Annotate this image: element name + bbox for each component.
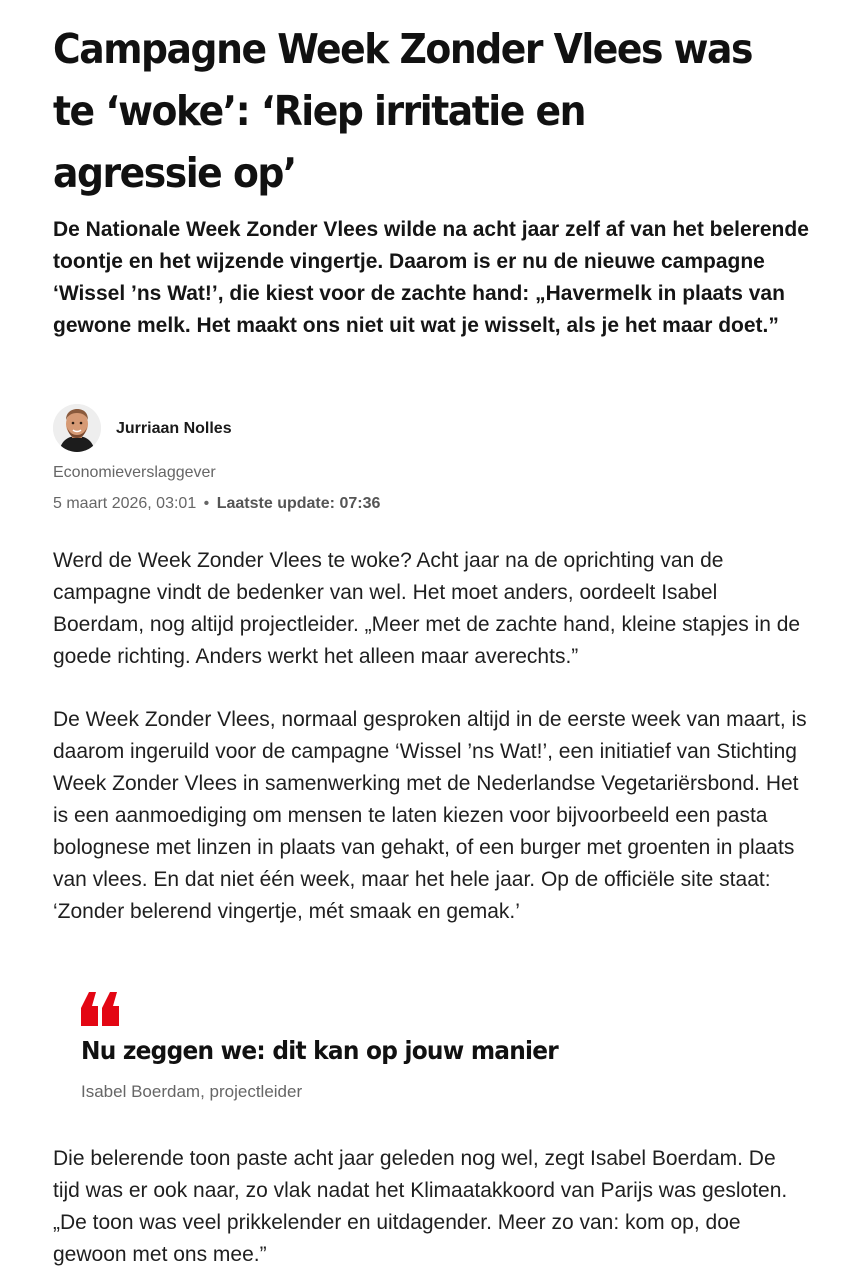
update-label: Laatste update: [216, 495, 335, 512]
pull-quote-text: Nu zeggen we: dit kan op jouw manier [81, 1036, 559, 1065]
article-lead: De Nationale Week Zonder Vlees wilde na acht jaar zelf af van het belerende toontje en het wijzende vingertje. Daarom is er nu de nieuwe campagne ‘Wissel ’ns Wat!’, die kiest voor de zachte hand: „Havermelk in plaats van gewone melk. Het maakt ons niet uit wat je wisselt, als je het maar doet.” [53, 218, 809, 337]
article-meta [53, 494, 380, 514]
article-headline: Campagne Week Zonder Vlees was te ‘woke’: ‘Riep irritatie en agressie op’ [53, 25, 753, 197]
pull-quote [81, 992, 781, 1117]
update-time: 07:36 [339, 495, 381, 512]
author-role: Economieverslaggever [53, 464, 216, 481]
author-avatar[interactable] [53, 404, 101, 452]
pull-quote-source: Isabel Boerdam, projectleider [81, 1082, 303, 1101]
article-paragraph: Die belerende toon paste acht jaar geleden nog wel, zegt Isabel Boerdam. De tijd was er ook naar, zo vlak nadat het Klimaatakkoord van Parijs was gesloten. „De toon was veel prikkelender en uitdagender. Meer zo van: kom op, doe gewoon met ons mee.” [53, 1147, 788, 1266]
article-paragraph: De Week Zonder Vlees, normaal gesproken altijd in de eerste week van maart, is daarom ingeruild voor de campagne ‘Wissel ’ns Wat!’, een initiatief van Stichting Week Zonder Vlees in samenwerking met de Nederlandse Vegetariërsbond. Het is een aanmoediging om mensen te laten kiezen voor bijvoorbeeld een pasta bolognese met linzen in plaats van gehakt, of een burger met groenten in plaats van vlees. En dat niet één week, maar het hele jaar. Op de officiële site staat: ‘Zonder belerend vingertje, mét smaak en gemak.’ [53, 708, 807, 923]
author-photo-icon [53, 404, 101, 452]
author-name[interactable]: Jurriaan Nolles [116, 420, 232, 437]
quote-mark-icon [81, 992, 121, 1026]
article-paragraph: Werd de Week Zonder Vlees te woke? Acht jaar na de oprichting van de campagne vindt de bedenker van wel. Het moet anders, oordeelt Isabel Boerdam, nog altijd projectleider. „Meer met de zachte hand, kleine stapjes in de goede richting. Anders werkt het alleen maar averechts.” [53, 549, 801, 668]
publish-date: 5 maart 2026, 03:01 [53, 495, 197, 512]
author-byline[interactable] [53, 404, 653, 454]
meta-separator: • [203, 495, 210, 512]
